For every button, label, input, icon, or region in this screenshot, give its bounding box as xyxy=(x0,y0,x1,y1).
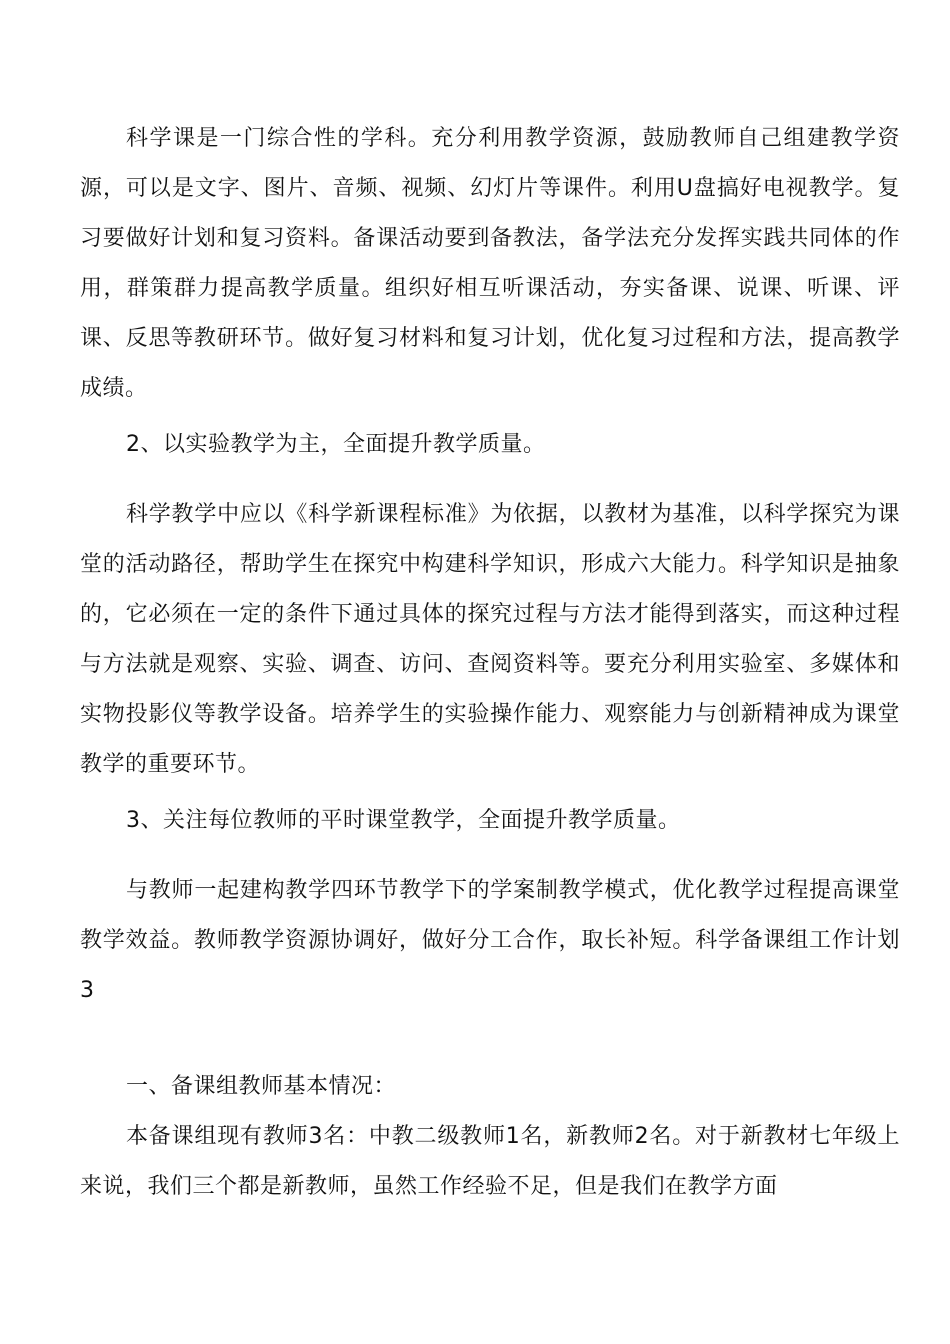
section-heading-teacher-overview: 一、备课组教师基本情况： xyxy=(126,1074,397,1099)
section-heading-experiment-teaching: 2、以实验教学为主，全面提升教学质量。 xyxy=(126,432,546,457)
paragraph-teaching-model: 与教师一起建构教学四环节教学下的学案制教学模式，优化教学过程提高课堂教学效益。教师教学资源协调好，做好分工合作，取长补短。科学备课组工作计划3 xyxy=(80,878,900,1003)
paragraph-resources: 科学课是一门综合性的学科。充分利用教学资源，鼓励教师自己组建教学资源，可以是文字、图片、音频、视频、幻灯片等课件。利用U盘搞好电视教学。复习要做好计划和复习资料。备课活动要到备教法，备学法充分发挥实践共同体的作用，群策群力提高教学质量。组织好相互听课活动，夯实备课、说课、听课、评课、反思等教研环节。做好复习材料和复习计划，优化复习过程和方法，提高教学成绩。 xyxy=(80,126,900,401)
paragraph-teacher-overview: 本备课组现有教师3名：中教二级教师1名，新教师2名。对于新教材七年级上来说，我们三个都是新教师，虽然工作经验不足，但是我们在教学方面 xyxy=(80,1124,900,1199)
section-heading-classroom-teaching: 3、关注每位教师的平时课堂教学，全面提升教学质量。 xyxy=(126,808,681,833)
paragraph-experiment-teaching: 科学教学中应以《科学新课程标准》为依据，以教材为基准，以科学探究为课堂的活动路径，帮助学生在探究中构建科学知识，形成六大能力。科学知识是抽象的，它必须在一定的条件下通过具体的探究过程与方法才能得到落实，而这种过程与方法就是观察、实验、调查、访问、查阅资料等。要充分利用实验室、多媒体和实物投影仪等教学设备。培养学生的实验操作能力、观察能力与创新精神成为课堂教学的重要环节。 xyxy=(80,502,900,777)
